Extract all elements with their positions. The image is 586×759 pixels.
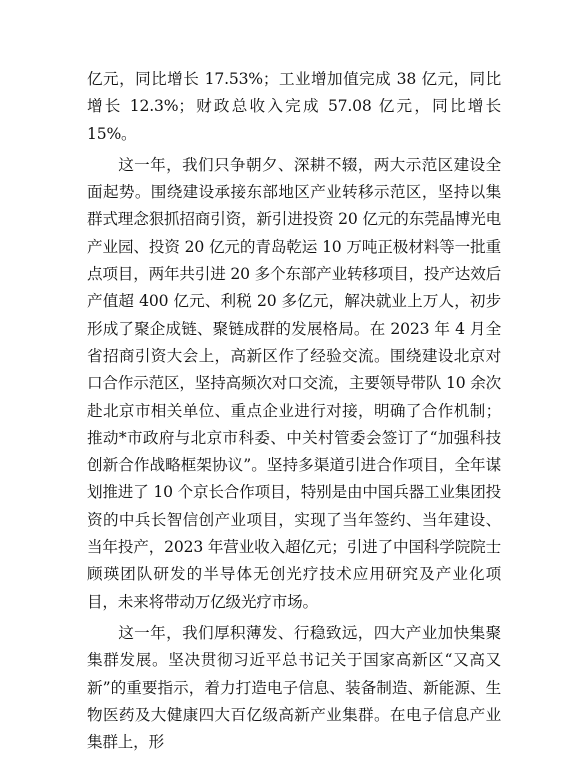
document-body bbox=[87, 66, 501, 756]
paragraph-industry-clusters: 这一年，我们厚积薄发、行稳致远，四大产业加快集聚集群发展。坚决贯彻习近平总书记关于国家高新区“又高又新”的重要指示，着力打造电子信息、装备制造、新能源、生物医药及大健康四大百亿级高新产业集群。在电子信息产业集群上，形 bbox=[87, 623, 501, 752]
paragraph-continuation: 亿元，同比增长 17.53%；工业增加值完成 38 亿元，同比增长 12.3%；财政总收入完成 57.08 亿元，同比增长 15%。 bbox=[87, 70, 501, 143]
paragraph-demonstration-zones: 这一年，我们只争朝夕、深耕不辍，两大示范区建设全面起势。围绕建设承接东部地区产业转移示范区，坚持以集群式理念狠抓招商引资，新引进投资 20 亿元的东莞晶博光电产业园、投资 20 亿元的青岛乾运 10 万吨正极材料等一批重点项目，两年共引进 20 多个东部产业转移项目，投产达效后产值超 400 亿元、利税 20 多亿元，解决就业上万人，初步形成了聚企成链、聚链成群的发展格局。在 2023 年 4 月全省招商引资大会上，高新区作了经验交流。围绕建设北京对口合作示范区，坚持高频次对口交流，主要领导带队 10 余次赴北京市相关单位、重点企业进行对接，明确了合作机制；推动*市政府与北京市科委、中关村管委会签订了“加强科技创新合作战略框架协议”。坚持多渠道引进合作项目，全年谋划推进了 10 个京长合作项目，特别是由中国兵器工业集团投资的中兵长智信创产业项目，实现了当年签约、当年建设、当年投产，2023 年营业收入超亿元；引进了中国科学院院士顾瑛团队研发的半导体无创光疗技术应用研究及产业化项目，未来将带动万亿级光疗市场。 bbox=[87, 155, 501, 611]
